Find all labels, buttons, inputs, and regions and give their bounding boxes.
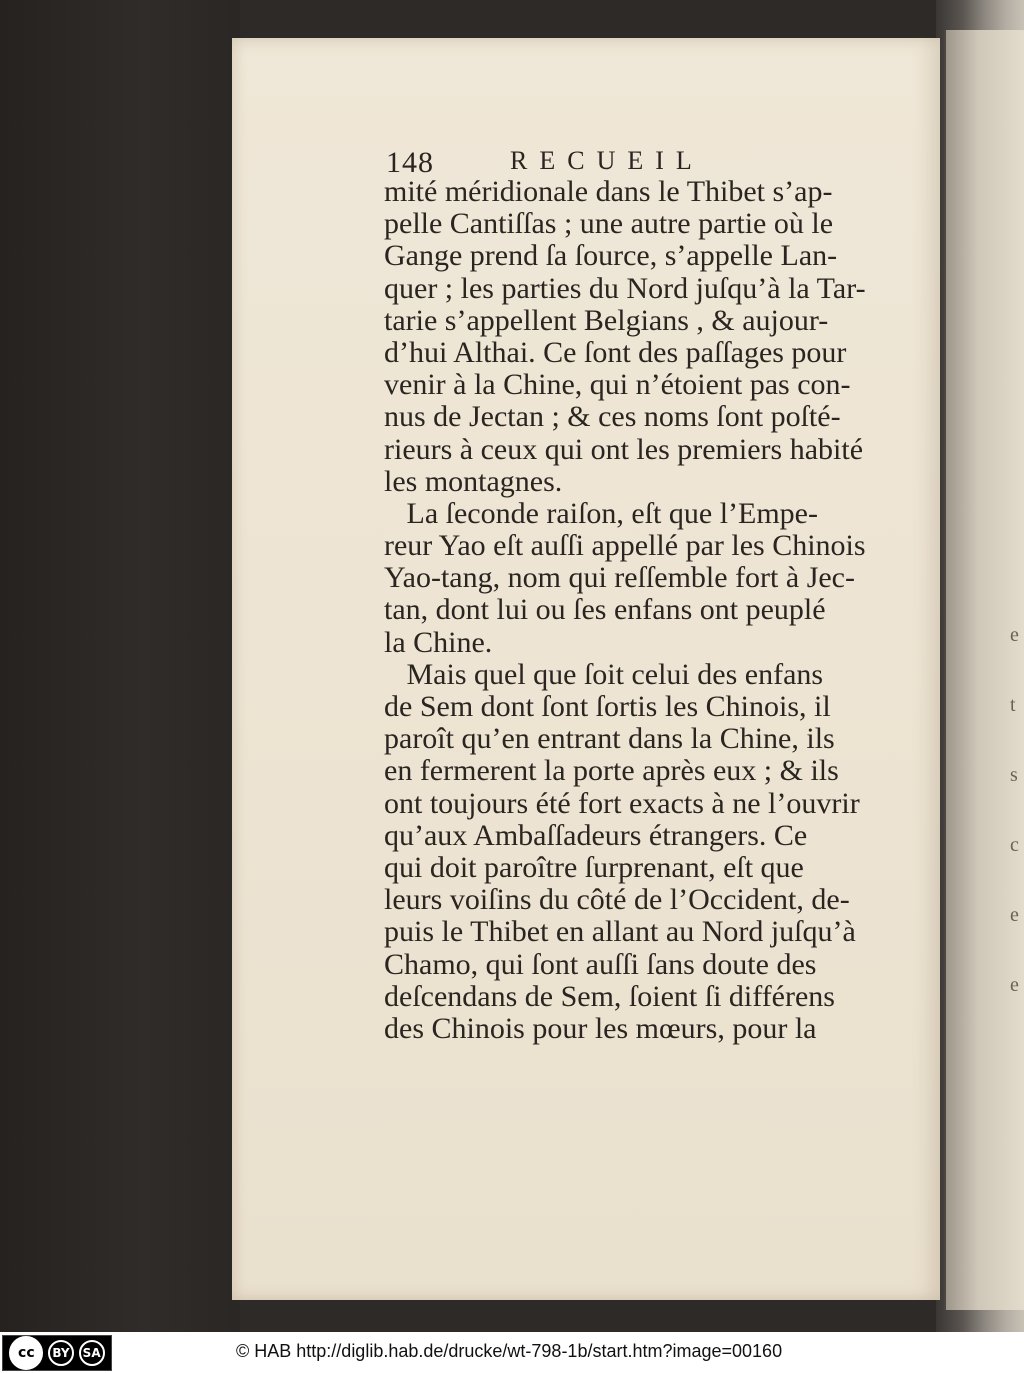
text-line: reur Yao eſt auſſi appellé par les Chinois xyxy=(384,529,866,563)
text-line: tarie s’appellent Belgians , & aujour- xyxy=(384,303,829,337)
text-line: des Chinois pour les mœurs, pour la xyxy=(384,1011,817,1045)
text-line: puis le Thibet en allant au Nord juſqu’à xyxy=(384,915,856,949)
text-line: Chamo, qui ſont auſſi ſans doute des xyxy=(384,947,817,981)
text-line: La ſeconde raiſon, eſt que l’Empe- xyxy=(384,496,818,530)
sa-icon: SA xyxy=(79,1340,105,1366)
text-line: Mais quel que ſoit celui des enfans xyxy=(384,657,824,691)
text-line: rieurs à ceux qui ont les premiers habité xyxy=(384,432,864,466)
text-line: qui doit paroître ſurprenant, eſt que xyxy=(384,850,804,884)
text-line: quer ; les parties du Nord juſqu’à la Tar- xyxy=(384,271,866,305)
text-line: leurs voiſins du côté de l’Occident, de- xyxy=(384,883,850,917)
text-line: paroît qu’en entrant dans la Chine, ils xyxy=(384,722,835,756)
facing-page-edge: e t s c e e xyxy=(944,30,1024,1310)
cc-icon: cc xyxy=(9,1336,43,1370)
text-line: mité méridionale dans le Thibet s’ap- xyxy=(384,175,833,208)
text-line: deſcendans de Sem, ſoient ſi différens xyxy=(384,979,835,1013)
credit-text: © HAB http://diglib.hab.de/drucke/wt-798-1b/start.htm?image=00160 xyxy=(236,1341,783,1361)
body-text xyxy=(384,176,874,1045)
text-line: les montagnes. xyxy=(384,464,563,498)
text-line: de Sem dont ſont ſortis les Chinois, il xyxy=(384,690,831,723)
text-line: pelle Cantiſſas ; une autre partie où le xyxy=(384,207,834,241)
license-badge[interactable] xyxy=(2,1335,112,1371)
text-line: venir à la Chine, qui n’étoient pas con- xyxy=(384,368,851,402)
text-line: nus de Jectan ; & ces noms ſont poſté- xyxy=(384,400,841,434)
text-line: d’hui Althai. Ce ſont des paſſages pour xyxy=(384,335,847,369)
background-left xyxy=(0,0,240,1332)
by-icon: BY xyxy=(48,1340,74,1366)
text-line: ont toujours été fort exacts à ne l’ouvrir xyxy=(384,786,860,820)
text-line: Yao-tang, nom qui reſſemble fort à Jec- xyxy=(384,561,855,595)
text-line: la Chine. xyxy=(384,625,493,659)
text-line: en fermerent la porte après eux ; & ils xyxy=(384,754,839,788)
running-head: RECUEIL xyxy=(510,146,704,175)
text-line: tan, dont lui ou ſes enfans ont peuplé xyxy=(384,593,826,627)
text-line: Gange prend ſa ſource, s’appelle Lan- xyxy=(384,239,838,273)
page-number: 148 xyxy=(386,146,434,179)
text-line: qu’aux Ambaſſadeurs étrangers. Ce xyxy=(384,818,808,852)
